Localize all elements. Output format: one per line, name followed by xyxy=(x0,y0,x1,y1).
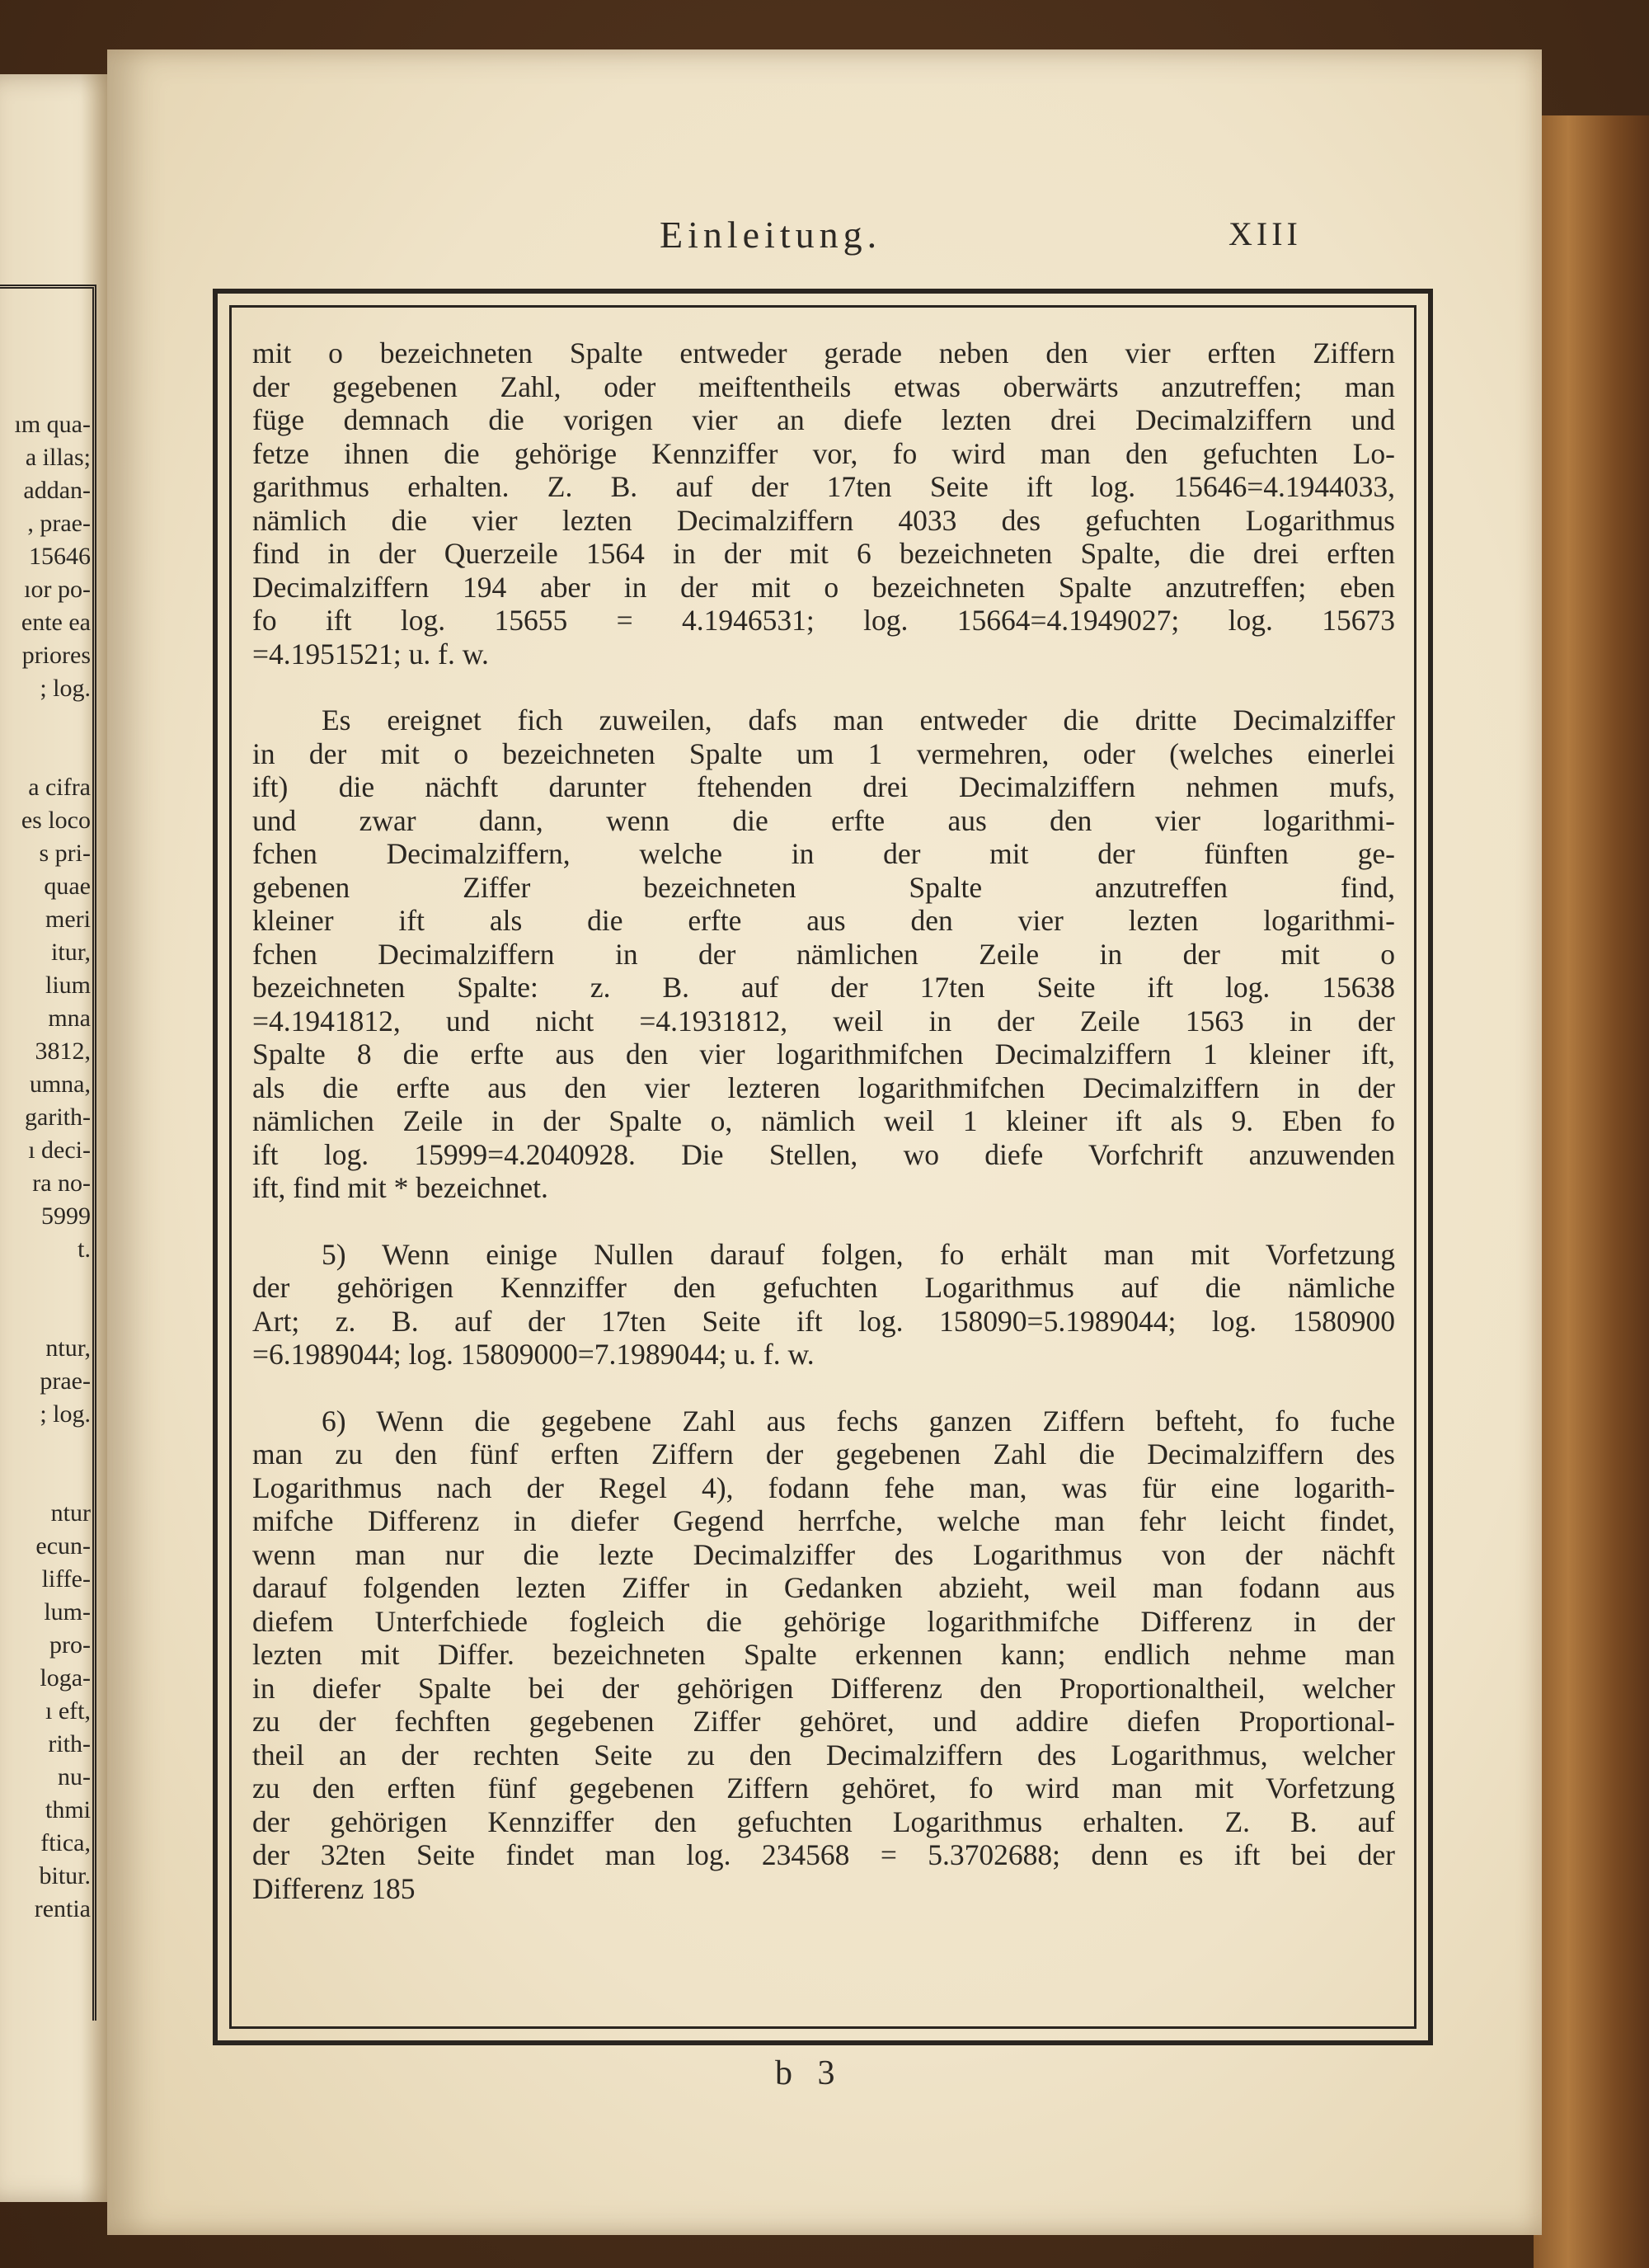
text-line: =4.1951521; u. f. w. xyxy=(252,637,489,671)
text-line: mifche Differenz in diefer Gegend herrfche, welche man fehr leicht findet, xyxy=(252,1504,1395,1537)
left-page-line: umna, xyxy=(29,1070,91,1098)
paragraph xyxy=(252,1238,1395,1372)
running-head xyxy=(107,213,1542,262)
left-page-line: quae xyxy=(44,873,91,900)
left-page-line: rith- xyxy=(48,1730,91,1757)
left-page-line: itur, xyxy=(51,939,91,966)
text-line: füge demnach die vorigen vier an diefe lezten drei Decimalziffern und xyxy=(252,403,1395,436)
text-line: garithmus erhalten. Z. B. auf der 17ten Seite ift log. 15646=4.1944033, xyxy=(252,470,1395,503)
left-page-line: t. xyxy=(78,1235,91,1263)
body-text xyxy=(252,336,1395,1905)
left-page-line: a cifra xyxy=(28,774,91,801)
text-line: ift log. 15999=4.2040928. Die Stellen, wo diefe Vorfchrift anzuwenden xyxy=(252,1137,1395,1171)
text-line: fchen Decimalziffern in der nämlichen Zeile in der mit o xyxy=(252,937,1395,971)
left-page-line: 5999 xyxy=(41,1202,91,1230)
left-page-line: ntur, xyxy=(45,1334,91,1362)
left-page-line: rentia xyxy=(34,1895,91,1922)
left-page-line: garith- xyxy=(25,1103,91,1131)
left-page-line: ; log. xyxy=(40,675,91,702)
left-page-text xyxy=(0,408,91,1926)
text-line: diefem Unterfchiede fogleich die gehörige logarithmifche Differenz in der xyxy=(252,1604,1395,1638)
left-page-line: 15646 xyxy=(29,543,91,570)
left-page-line xyxy=(0,738,91,771)
text-line: mit o bezeichneten Spalte entweder gerade neben den vier erften Ziffern xyxy=(252,336,1395,369)
text-line: 5) Wenn einige Nullen darauf folgen, fo erhält man mit Vorfetzung xyxy=(322,1237,1395,1271)
text-line: nämlichen Zeile in der Spalte o, nämlich weil 1 kleiner ift als 9. Eben fo xyxy=(252,1104,1395,1137)
left-page-line: ; log. xyxy=(40,1400,91,1428)
text-frame xyxy=(213,289,1433,2045)
left-page-line: ıor po- xyxy=(24,576,91,603)
left-page-line: bitur. xyxy=(39,1862,91,1889)
left-page-line: , prae- xyxy=(27,510,91,537)
left-page-line: liffe- xyxy=(41,1565,91,1593)
page-title: Einleitung. xyxy=(660,214,882,256)
text-line: fetze ihnen die gehörige Kennziffer vor, fo wird man den gefuchten Lo- xyxy=(252,436,1395,470)
text-line: ift, find mit * bezeichnet. xyxy=(252,1171,548,1204)
left-page-line: meri xyxy=(45,906,91,933)
text-line: lezten mit Differ. bezeichneten Spalte erkennen kann; endlich nehme man xyxy=(252,1638,1395,1671)
text-line: kleiner ift als die erfte aus den vier lezten logarithmi- xyxy=(252,904,1395,937)
left-page-line: mna xyxy=(48,1005,91,1032)
left-page-line: ı eft, xyxy=(45,1697,91,1725)
text-line: der 32ten Seite findet man log. 234568 = 5.3702688; denn es ift bei der xyxy=(252,1838,1395,1871)
left-page-line: prae- xyxy=(40,1367,91,1395)
text-line: Differenz 185 xyxy=(252,1871,416,1905)
text-line: fo ift log. 15655 = 4.1946531; log. 15664=4.1949027; log. 15673 xyxy=(252,604,1395,637)
left-page-line: lum- xyxy=(44,1598,91,1626)
left-page-line: es loco xyxy=(21,807,91,834)
text-line: darauf folgenden lezten Ziffer in Gedanken abzieht, weil man fodann aus xyxy=(252,1571,1395,1604)
book-edge xyxy=(1534,115,1649,2268)
text-line: der gegebenen Zahl, oder meiftentheils etwas oberwärts anzutreffen; man xyxy=(252,369,1395,403)
paragraph-gap xyxy=(252,671,1395,703)
paragraph xyxy=(252,336,1395,671)
signature-mark: b 3 xyxy=(775,2054,843,2092)
page-number: XIII xyxy=(1229,215,1302,252)
text-line: Logarithmus nach der Regel 4), fodann fehe man, was für eine logarith- xyxy=(252,1470,1395,1504)
text-line: Spalte 8 die erfte aus den vier logarithmifchen Decimalziffern 1 kleiner ift, xyxy=(252,1038,1395,1070)
page xyxy=(107,49,1542,2235)
left-page-line: ım qua- xyxy=(14,411,91,438)
left-page-line: addan- xyxy=(23,477,91,504)
left-page-line: ra no- xyxy=(32,1169,91,1197)
left-page-line: lium xyxy=(45,972,91,999)
text-line: theil an der rechten Seite zu den Decimalziffern des Logarithmus, welcher xyxy=(252,1738,1395,1772)
left-page-line: ecun- xyxy=(35,1532,91,1560)
text-line: nämlich die vier lezten Decimalziffern 4033 des gefuchten Logarithmus xyxy=(252,503,1395,537)
text-line: und zwar dann, wenn die erfte aus den vier logarithmi- xyxy=(252,803,1395,837)
text-line: in diefer Spalte bei der gehörigen Differenz den Proportionaltheil, welcher xyxy=(252,1671,1395,1705)
text-line: als die erfte aus den vier lezteren logarithmifchen Decimalziffern in der xyxy=(252,1070,1395,1104)
left-page-line: thmi xyxy=(45,1796,91,1823)
text-line: man zu den fünf erften Ziffern der gegebenen Zahl die Decimalziffern des xyxy=(252,1437,1395,1470)
left-page-line: 3812, xyxy=(35,1038,91,1065)
text-line: zu den erften fünf gegebenen Ziffern gehöret, fo wird man mit Vorfetzung xyxy=(252,1772,1395,1805)
text-line: =6.1989044; log. 15809000=7.1989044; u. f. w. xyxy=(252,1338,815,1371)
left-page-line xyxy=(0,1431,91,1464)
text-line: bezeichneten Spalte: z. B. auf der 17ten Seite ift log. 15638 xyxy=(252,971,1395,1004)
text-line: der gehörigen Kennziffer den gefuchten Logarithmus auf die nämliche xyxy=(252,1271,1395,1304)
text-line: zu der fechften gegebenen Ziffer gehöret, und addire diefen Proportional- xyxy=(252,1705,1395,1738)
text-line: find in der Querzeile 1564 in der mit 6 bezeichneten Spalte, die drei erften xyxy=(252,537,1395,570)
text-line: in der mit o bezeichneten Spalte um 1 vermehren, oder (welches einerlei xyxy=(252,736,1395,770)
text-line: 6) Wenn die gegebene Zahl aus fechs ganzen Ziffern befteht, fo fuche xyxy=(322,1404,1395,1437)
left-page-line: pro- xyxy=(49,1631,91,1659)
text-line: fchen Decimalziffern, welche in der mit der fünften ge- xyxy=(252,837,1395,870)
text-line: Es ereignet fich zuweilen, dafs man entweder die dritte Decimalziffer xyxy=(322,703,1395,736)
left-page-line: nu- xyxy=(58,1763,91,1790)
left-page-line: priores xyxy=(21,642,91,669)
paragraph xyxy=(252,703,1395,1205)
left-page-line: ente ea xyxy=(21,609,91,636)
left-page-line: ntur xyxy=(50,1499,91,1527)
left-page-line: a illas; xyxy=(25,444,91,471)
left-page-line: loga- xyxy=(40,1664,91,1692)
paragraph-gap xyxy=(252,1205,1395,1238)
left-page-line xyxy=(0,1266,91,1299)
left-page-line xyxy=(0,705,91,738)
paragraph-gap xyxy=(252,1372,1395,1405)
text-line: Art; z. B. auf der 17ten Seite ift log. 158090=5.1989044; log. 1580900 xyxy=(252,1304,1395,1338)
text-line: wenn man nur die lezte Decimalziffer des Logarithmus von der nächft xyxy=(252,1537,1395,1571)
text-line: =4.1941812, und nicht =4.1931812, weil in der Zeile 1563 in der xyxy=(252,1004,1395,1038)
left-page-line: ı deci- xyxy=(28,1136,91,1164)
paragraph xyxy=(252,1405,1395,1906)
text-line: ift) die nächft darunter ftehenden drei Decimalziffern nehmen mufs, xyxy=(252,770,1395,803)
left-page-line: s pri- xyxy=(39,840,91,867)
text-line: der gehörigen Kennziffer den gefuchten Logarithmus erhalten. Z. B. auf xyxy=(252,1805,1395,1838)
left-page-line xyxy=(0,1299,91,1332)
left-page-fragment xyxy=(0,74,115,2202)
text-line: gebenen Ziffer bezeichneten Spalte anzutreffen find, xyxy=(252,870,1395,904)
text-line: Decimalziffern 194 aber in der mit o bezeichneten Spalte anzutreffen; eben xyxy=(252,570,1395,604)
left-page-line xyxy=(0,1464,91,1497)
left-page-line: ftica, xyxy=(40,1829,91,1856)
